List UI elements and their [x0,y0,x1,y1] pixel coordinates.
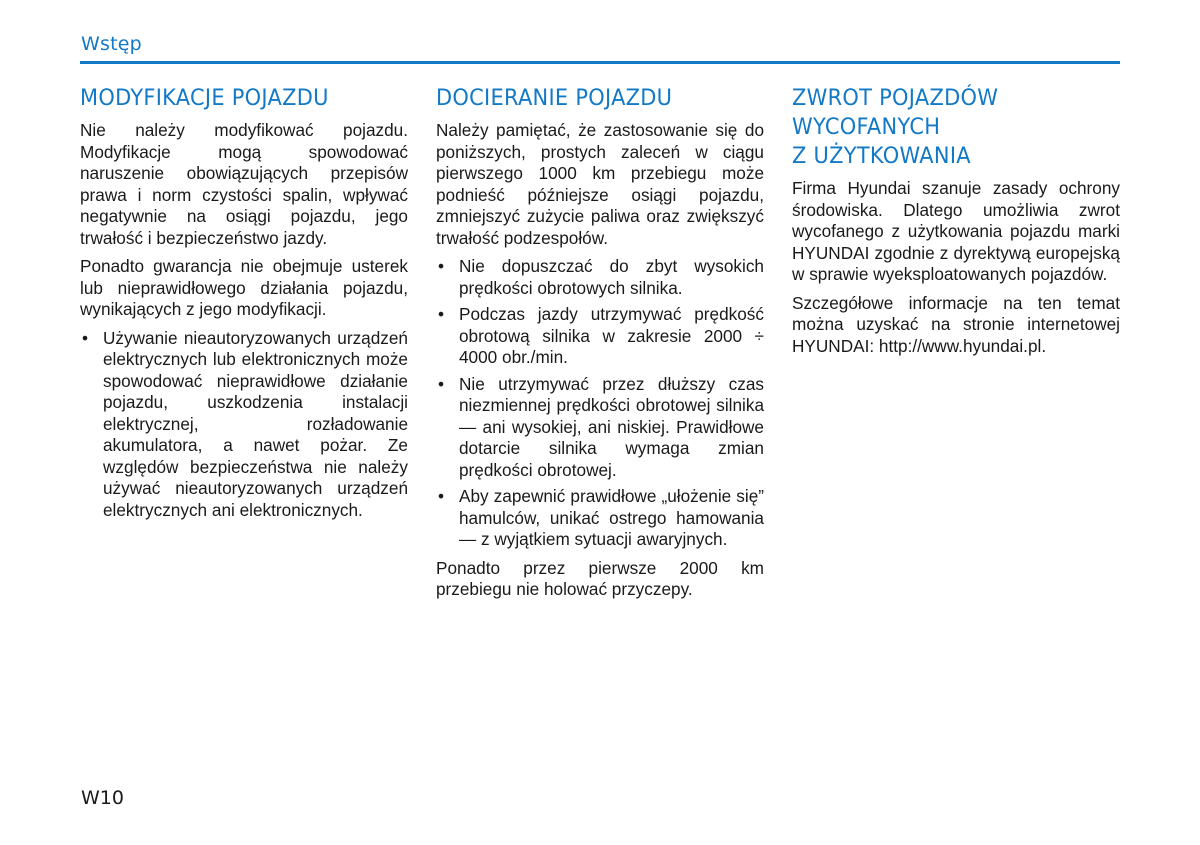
column-break-in [436,84,764,608]
bullet-icon: • [438,256,445,276]
list-item-text: Nie utrzymywać przez dłuższy czas niezmiennej prędkości obrotowej silnika — ani wysokiej, ani niskiej. Prawidłowe dotarcie silnika wymaga zmian prędkości obrotowej. [459,373,764,480]
heading-line: Z UŻYTKOWANIA [792,143,971,169]
heading-vehicle-return [792,84,1097,171]
paragraph: Nie należy modyfikować pojazdu. Modyfikacje mogą spowodować naruszenie obowiązujących przepisów prawa i norm czystości spalin, wpływać negatywnie na osiągi pojazdu, jego trwałość i bezpieczeństwo jazdy. [80,120,408,248]
list-item-text: Nie dopuszczać do zbyt wysokich prędkości obrotowych silnika. [459,256,764,298]
bullet-icon: • [438,373,445,394]
bullet-icon: • [438,304,445,324]
section-title: Wstęp [81,33,142,55]
list-item-text: Podczas jazdy utrzymywać prędkość obrotową silnika w zakresie 2000 ÷ 4000 obr./min. [459,304,764,367]
list-item-text: Używanie nieautoryzowanych urządzeń elektrycznych lub elektronicznych może spowodować nieprawidłowe działanie pojazdu, uszkodzenia instalacji elektrycznej, rozładowanie akumulatora, a nawet pożar. Ze względów bezpieczeństwa nie należy używać nieautoryzowanych urządzeń elektrycznych ani elektronicznych. [103,327,408,520]
paragraph: Ponadto przez pierwsze 2000 km przebiegu nie holować przyczepy. [436,557,764,599]
page-number: W10 [81,787,124,809]
header-divider [80,61,1120,64]
list-item [436,304,764,369]
column-modifications [80,84,408,528]
bullet-list [80,328,408,522]
bullet-list [436,256,764,551]
bullet-icon: • [82,327,89,348]
list-item [436,374,764,482]
paragraph: Firma Hyundai szanuje zasady ochrony środowiska. Dlatego umożliwia zwrot wycofanego z użytkowania pojazdu marki HYUNDAI zgodnie z dyrektywą europejską w sprawie wyeksploatowanych pojazdów. [792,178,1120,284]
paragraph: Należy pamiętać, że zastosowanie się do poniższych, prostych zaleceń w ciągu pierwszego 1000 km przebiegu może podnieść późniejsze osiągi pojazdu, zmniejszyć zużycie paliwa oraz zwiększyć trwałość podzespołów. [436,120,764,248]
heading-line: WYCOFANYCH [792,114,941,140]
list-item [436,486,764,551]
list-item [80,328,408,522]
list-item [436,256,764,299]
heading-line: ZWROT POJAZDÓW [792,85,999,111]
paragraph: Ponadto gwarancja nie obejmuje usterek lub nieprawidłowego działania pojazdu, wynikających z jego modyfikacji. [80,256,408,319]
paragraph: Szczegółowe informacje na ten temat można uzyskać na stronie internetowej HYUNDAI: http://www.hyundai.pl. [792,292,1120,356]
heading-break-in: DOCIERANIE POJAZDU [436,85,673,111]
column-vehicle-return [792,84,1120,364]
bullet-icon: • [438,486,445,506]
heading-modifications: MODYFIKACJE POJAZDU [80,85,329,111]
list-item-text: Aby zapewnić prawidłowe „ułożenie się” hamulców, unikać ostrego hamowania — z wyjątkiem sytuacji awaryjnych. [459,486,764,549]
